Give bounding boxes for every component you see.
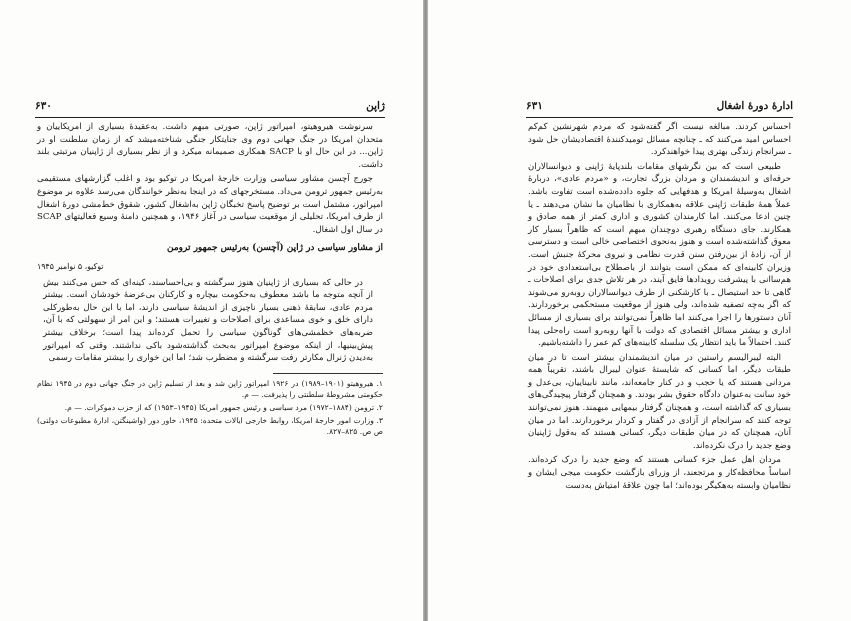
right-page bbox=[428, 0, 851, 621]
right-page-number: ۶۳۱ bbox=[526, 100, 543, 112]
right-running-head bbox=[526, 100, 793, 116]
dateline: توکیو، ۵ نوامبر ۱۹۴۵ bbox=[37, 261, 104, 271]
quote-paragraph: در حالی که بسیاری از ژاپنیان هنوز سرگشته و بی‌احساسند، کینه‌ای که حس می‌کنند بیش از آنچه متوجه ما باشد معطوف به‌حکومت بیچاره و کارکنان بی‌عرضۀ خودشان است. بیشتر مردم عادی، سابقۀ ذهنی بسیار ناچیزی از اندیشۀ سیاسی دارند، اما با این حال به‌طورکلی دارای خلق و خوی مساعدی برای اصلاحات و تغییرات هستند؛ و این امر از سهولتی که با آن، ضربه‌های خظمشی‌های گوناگون سیاسی را تحمل کرده‌اند پیدا است؛ برخلاف بیشتر پیش‌بینیها، از اینکه موضوع امپراتور به‌بحث گذاشته‌شود باکی نداشتند. وقتی که امپراتور به‌دیدن ژنرال مکارتر رفت سرگشته و مضطرب شد؛ اما این خواری را بیشتر مقامات رسمی bbox=[43, 277, 373, 364]
right-paragraph: مردان اهل عمل جزء کسانی هستند که وضع جدید را درک کرده‌اند. اساساً محافظه‌کار و مرتجعند، از وزرای باز‌گشت حکومت میجی ایشان و نظامیان وابسته به‌هکیگر بوده‌اند؛ اما چون علاقۀ امتیاش به‌دست bbox=[528, 455, 791, 491]
left-running-title: ژاپن bbox=[366, 100, 385, 112]
right-page-body bbox=[528, 121, 791, 494]
right-paragraph: احساس کردند. مبالغه نیست اگر گفته‌شود که مردم شهرنشین کم‌کم احساس امید می‌کنند که ـ چنانچه مسائل تومیدکنندۀ اقتصادیشان حل شود ـ سرانجام زندگی بهتری پیدا خواهندکرد. bbox=[528, 122, 791, 158]
right-paragraph: البته لیبرالیسم راستین در میان اندیشمندان بیشتر است تا در میان طبقات دیگر، اما کسانی که شایستۀ عنوان لیبرال باشند، تقریباً همه مردانی هستند که یا حجب و در کنار جامعه‌اند، مانند نابیناییان، بی‌عدل و خود سانت به‌عنوان دادگاه حقوق بشر بودند. و همچنان گرفتار پیچیدگی‌های بسیاری که گذاشته است، و همچنان گرفتار بیمهایی مبهمند. هنوز نمی‌توانند توجه کنند که سرانجام از آزادی در گفتار و کردار برخوردارند. اما در میان آنان، همچنان که در میان طبقات دیگر، کسانی هستند که به‌قول ژاپنیان وضع جدید را درک نکرده‌اند. bbox=[528, 352, 791, 451]
left-page bbox=[0, 0, 423, 621]
footnote-rule bbox=[273, 373, 383, 374]
footnote-2: ۲. ترومن (۱۸۸۴–۱۹۷۲) مرد سیاسی و رئیس جمهور امریکا (۱۹۴۵–۱۹۵۳) که از حزب دموکرات. — م. bbox=[64, 402, 383, 412]
footnote-3: ۳. وزارت امور خارجۀ امریکا، روابط خارجی ایالات متحده: ۱۹۴۵، خاور دور (واشینگتن، ادارۀ مطبوعات دولتی) ص ص. ۸۲۵–۸۲۷. bbox=[37, 415, 384, 436]
footnote-1: ۱. هیروهیتو (۱۹۰۱–۱۹۸۹) در ۱۹۲۶ امپراتور ژاپن شد و بعد از تسلیم ژاپن در جنگ جهانی دوم در ۱۹۴۵ نظام حکومتی مشروطۀ سلطنتی را پذیرفت. — م. bbox=[37, 378, 383, 399]
section-heading: از مشاور سیاسی در ژاپن (آچسن) به‌رئیس جمهور ترومن bbox=[166, 243, 383, 254]
left-head-rule bbox=[35, 117, 385, 118]
left-page-number: ۶۳۰ bbox=[35, 100, 52, 112]
left-running-head bbox=[35, 100, 385, 116]
left-paragraph: جورج آچسن مشاور سیاسی وزارت خارجۀ امریکا در توکیو بود و اغلب گزارشهای مستقیمی به‌رئیس جمهور ترومن می‌داد. مستخرجهای که در اینجا به‌نظر خوانندگان می‌رسد علاوه بر موضوع امپراتور، مشتمل است بر توضیح پاسخ تخبگان ژاپن به‌اشغال کشور، شقوق خط‌مشی دورۀ اشغال از طرف امریکا، تحلیلی از موقعیت سیاسی در آغاز ۱۹۴۶، و همچنین دامنۀ وسیع فعالیتهای SCAP در سال اول اشغال. bbox=[37, 174, 384, 235]
right-paragraph: طبیعی است که بین نگرشهای مقامات بلندپایۀ ژاپنی و دیوانسالاران حرفه‌ای و اندیشمندان و مردان بزرگ تجارت، و «مردم عادی»، دربارۀ اشغال به‌وسیلۀ امریکا و هدفهایی که جلوه دادده‌شده است تفاوت باشد. عملاً همۀ طبقات ژاپنی علاقه به‌همکاری با نظامیان ما نشان می‌دهند ـ یا چنین ادعا می‌کنند. اما کارمندان کشوری و اداری کمتر از همه صادق و همکارند. جای دستگاه رهبری دوچندان مبهم است که ظاهراً بسیار کار معوق گذاشته‌شده است و هنوز به‌نحوی اختصاصی خالی است و دسترسی از آن، زادۀ از بین‌رفتن سنن قدرت نظامی و نیروی محرکۀ جنبش است. وزیران کابینه‌ای که ممکن است بتوانند از باصطلاح بی‌استعدادی خود در هم‌ساانی با پیشرفت رویدادها فایق آیند، در هر تلاش جدی برای اصلاحات ـ گاهی تا حد استیصال ـ با کارشکنی از طرف دیوانسالاران روبه‌رو می‌شوند که اگر به‌چه تصفیه شده‌اند، ولی هنوز از موقعیت مستحکمی برخوردارند. آنان دستورها را اجرا می‌کنند اما ظاهراً نمی‌توانند برای بسیاری از مسائل اداری و بیشتر مسائل اقتصادی که دولت با آنها روبه‌رو است راه‌حلی پیدا کنند. احتمالاً ما باید انتظار یک سلسله کابینه‌های کم عمر را داشته‌باشیم. bbox=[528, 161, 791, 349]
right-head-rule bbox=[526, 117, 793, 118]
left-paragraph: سرنوشت هیروهیتو، امپراتور ژاپن، صورتی مبهم داشت. به‌عقیدۀ بسیاری از امریکاییان و متحدان امریکا در جنگ جهانی دوم وی جنایتکار جنگی شناخته‌میشد که از زمان سلطنت او در ژاپن... در این حال او با SACP همکاری صمیمانه میکرد و از نظر بسیاری از ژاپنیان مرتبتی بلند داشت. bbox=[37, 122, 383, 170]
right-running-title: ادارۀ دورۀ اشغال bbox=[716, 100, 793, 112]
left-page-body bbox=[37, 121, 383, 439]
quoted-letter bbox=[37, 277, 383, 365]
